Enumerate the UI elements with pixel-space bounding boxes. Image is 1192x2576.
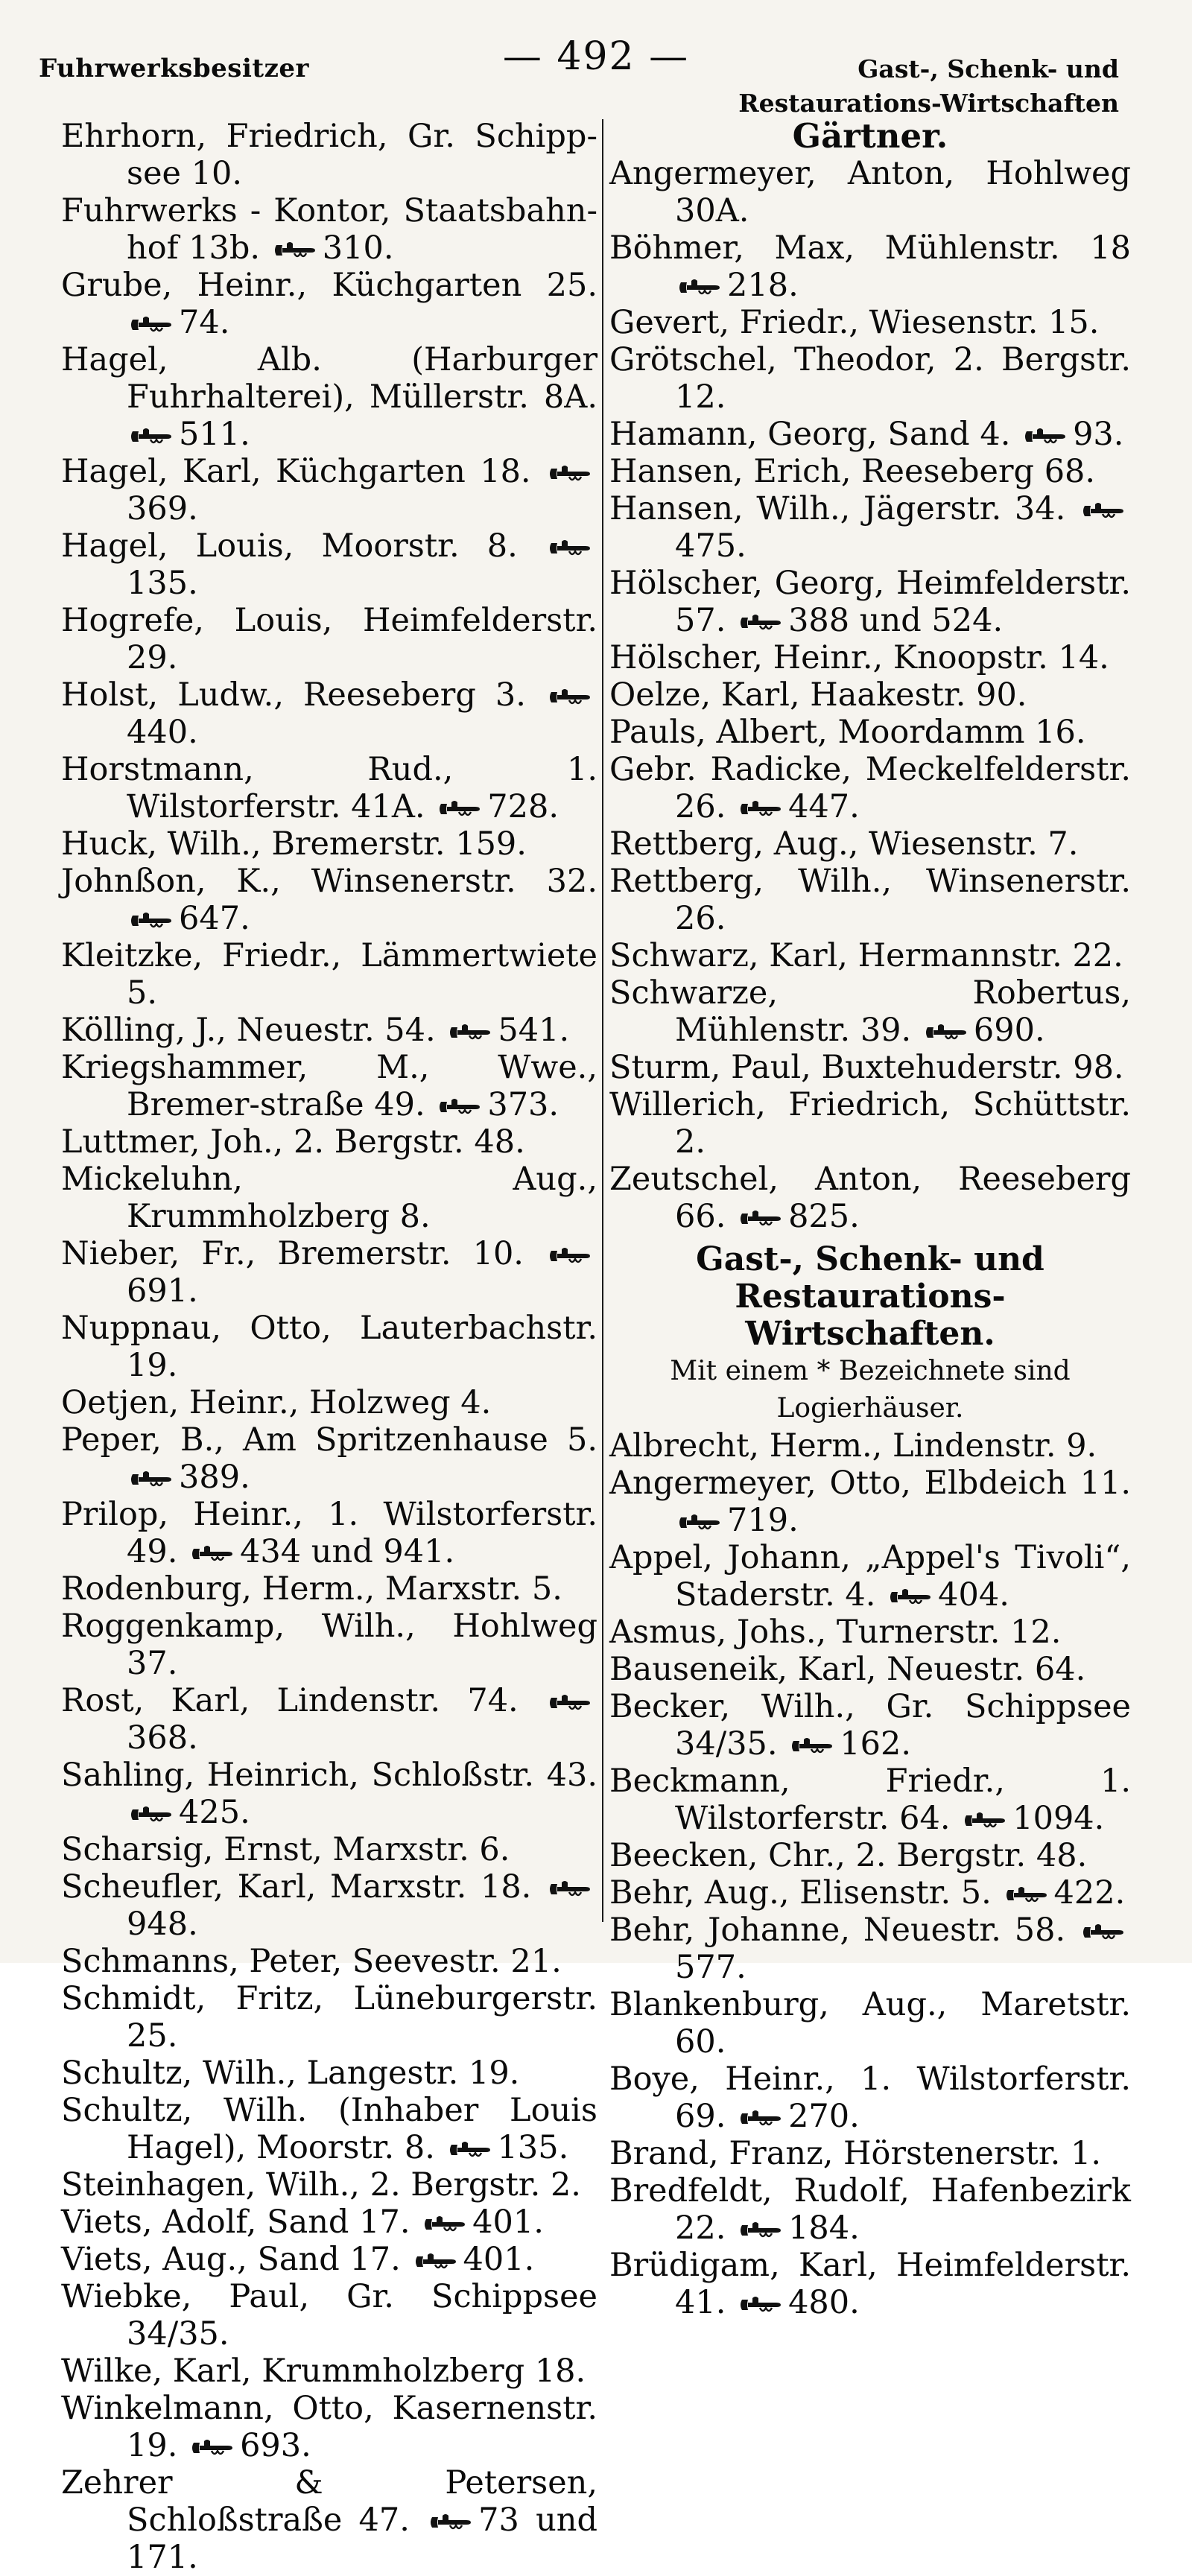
telephone-icon bbox=[547, 463, 593, 485]
entry-name-address: Sahling, Heinrich, Schloßstr. 43. bbox=[61, 1757, 597, 1794]
entry-name-address: Oelze, Karl, Haakestr. 90. bbox=[609, 676, 1027, 714]
telephone-icon bbox=[437, 1096, 483, 1118]
directory-entry bbox=[61, 267, 597, 341]
directory-entry bbox=[61, 118, 597, 192]
telephone-number: 389. bbox=[179, 1459, 250, 1496]
entry-name-address: Gebr. Radicke, Meckelfelderstr. 26. bbox=[609, 751, 1131, 825]
directory-entry bbox=[609, 863, 1131, 937]
directory-entry bbox=[609, 974, 1131, 1049]
entry-name-address: Mickeluhn, Aug., Krummholzberg 8. bbox=[61, 1161, 597, 1235]
telephone-number: 162. bbox=[840, 1725, 912, 1763]
entry-name-address: Fuhrwerks - Kontor, Staatsbahn-hof 13b. bbox=[61, 192, 597, 267]
directory-entry bbox=[609, 304, 1131, 341]
entry-name-address: Schmanns, Peter, Seevestr. 21. bbox=[61, 1943, 562, 1980]
directory-entry bbox=[609, 2135, 1131, 2172]
entry-name-address: Schwarze, Robertus, Mühlenstr. 39. bbox=[609, 974, 1131, 1049]
telephone-number: 310. bbox=[322, 229, 394, 267]
entry-name-address: Grötschel, Theodor, 2. Bergstr. 12. bbox=[609, 341, 1131, 416]
telephone-number: 1094. bbox=[1012, 1800, 1105, 1837]
directory-entry bbox=[609, 2247, 1131, 2321]
directory-entry bbox=[61, 2464, 597, 2576]
entry-name-address: Pauls, Albert, Moordamm 16. bbox=[609, 714, 1086, 751]
telephone-number: 184. bbox=[788, 2209, 860, 2247]
directory-entry bbox=[609, 155, 1131, 229]
telephone-icon bbox=[437, 798, 483, 820]
telephone-icon bbox=[422, 2213, 468, 2236]
telephone-number: 401. bbox=[472, 2204, 544, 2241]
directory-entry bbox=[61, 2092, 597, 2166]
telephone-number: 404. bbox=[938, 1576, 1009, 1614]
running-head-right-line2: Restaurations-Wirtschaften bbox=[738, 89, 1119, 118]
telephone-number: 577. bbox=[675, 1949, 746, 1986]
telephone-number: 691. bbox=[127, 1272, 198, 1310]
telephone-icon bbox=[189, 2437, 235, 2459]
left-column bbox=[61, 118, 597, 2576]
directory-entry bbox=[609, 1837, 1131, 1874]
entry-name-address: Hamann, Georg, Sand 4. bbox=[609, 416, 1011, 453]
entry-name-address: Schmidt, Fritz, Lüneburgerstr. 25. bbox=[61, 1980, 597, 2055]
entry-name-address: Beckmann, Friedr., 1. Wilstorferstr. 64. bbox=[609, 1763, 1131, 1837]
running-head-right-line1: Gast-, Schenk- und bbox=[857, 54, 1119, 83]
telephone-icon bbox=[676, 1511, 723, 1534]
directory-entry bbox=[61, 341, 597, 453]
entry-name-address: Nieber, Fr., Bremerstr. 10. bbox=[61, 1235, 524, 1272]
telephone-icon bbox=[789, 1735, 835, 1757]
directory-entry bbox=[61, 2241, 597, 2278]
directory-entry bbox=[609, 416, 1131, 453]
running-head-right bbox=[738, 52, 1119, 121]
entry-name-address: Asmus, Johs., Turnerstr. 12. bbox=[609, 1614, 1062, 1651]
telephone-icon bbox=[128, 910, 174, 932]
entry-name-address: Rodenburg, Herm., Marxstr. 5. bbox=[61, 1570, 562, 1608]
directory-entry bbox=[61, 1608, 597, 1682]
telephone-icon bbox=[1004, 1884, 1050, 1906]
entry-name-address: Bredfeldt, Rudolf, Hafenbezirk 22. bbox=[609, 2172, 1131, 2247]
entry-name-address: Gevert, Friedr., Wiesenstr. 15. bbox=[609, 304, 1100, 341]
telephone-number: 690. bbox=[973, 1012, 1045, 1049]
telephone-number: 728. bbox=[487, 788, 559, 825]
telephone-icon bbox=[1080, 500, 1126, 522]
entry-name-address: Peper, B., Am Spritzenhause 5. bbox=[61, 1421, 597, 1459]
directory-entry bbox=[61, 2166, 597, 2204]
entry-name-address: Steinhagen, Wilh., 2. Bergstr. 2. bbox=[61, 2166, 581, 2204]
entry-name-address: Blankenburg, Aug., Maretstr. 60. bbox=[609, 1986, 1131, 2061]
entry-name-address: Behr, Johanne, Neuestr. 58. bbox=[609, 1912, 1066, 1949]
telephone-number: 434 und 941. bbox=[240, 1533, 455, 1570]
directory-entry bbox=[609, 1161, 1131, 1235]
telephone-number: 541. bbox=[498, 1012, 570, 1049]
directory-entry bbox=[61, 1421, 597, 1496]
telephone-icon bbox=[738, 2294, 784, 2316]
entry-name-address: Becker, Wilh., Gr. Schippsee 34/35. bbox=[609, 1688, 1131, 1763]
directory-entry bbox=[609, 1614, 1131, 1651]
gaertner-list bbox=[609, 155, 1131, 1235]
directory-entry bbox=[609, 1539, 1131, 1614]
telephone-number: 369. bbox=[127, 490, 198, 527]
telephone-number: 825. bbox=[788, 1198, 860, 1235]
telephone-number: 480. bbox=[788, 2284, 860, 2321]
directory-entry bbox=[609, 1874, 1131, 1912]
directory-entry bbox=[61, 1682, 597, 1757]
directory-entry bbox=[609, 676, 1131, 714]
entry-name-address: Angermeyer, Anton, Hohlweg 30A. bbox=[609, 155, 1131, 229]
entry-name-address: Hansen, Wilh., Jägerstr. 34. bbox=[609, 490, 1066, 527]
telephone-icon bbox=[738, 2107, 784, 2130]
directory-entry bbox=[61, 453, 597, 527]
page-number: — 492 — bbox=[502, 34, 690, 79]
entry-name-address: Holst, Ludw., Reeseberg 3. bbox=[61, 676, 526, 714]
entry-name-address: Rost, Karl, Lindenstr. 74. bbox=[61, 1682, 519, 1719]
telephone-icon bbox=[738, 612, 784, 634]
entry-name-address: Wiebke, Paul, Gr. Schippsee 34/35. bbox=[61, 2278, 597, 2353]
logierhaus-note: Mit einem * Bezeichnete sind Logierhäuser. bbox=[670, 1356, 1071, 1424]
directory-entry bbox=[609, 2172, 1131, 2247]
entry-name-address: Sturm, Paul, Buxtehuderstr. 98. bbox=[609, 1049, 1124, 1086]
entry-name-address: Viets, Aug., Sand 17. bbox=[61, 2241, 401, 2278]
telephone-icon bbox=[447, 1021, 493, 1044]
entry-name-address: Schultz, Wilh. (Inhaber Louis Hagel), Moorstr. 8. bbox=[61, 2092, 597, 2166]
directory-entry bbox=[61, 937, 597, 1012]
entry-name-address: Beecken, Chr., 2. Bergstr. 48. bbox=[609, 1837, 1088, 1874]
telephone-icon bbox=[128, 425, 174, 448]
entry-name-address: Grube, Heinr., Küchgarten 25. bbox=[61, 267, 597, 304]
directory-entry bbox=[61, 1943, 597, 1980]
telephone-number: 135. bbox=[497, 2129, 569, 2166]
directory-entry bbox=[609, 639, 1131, 676]
directory-entry bbox=[61, 2390, 597, 2464]
entry-name-address: Huck, Wilh., Bremerstr. 159. bbox=[61, 825, 527, 863]
directory-entry bbox=[609, 1465, 1131, 1539]
telephone-icon bbox=[923, 1021, 969, 1044]
entry-name-address: Scheufler, Karl, Marxstr. 18. bbox=[61, 1868, 532, 1906]
telephone-number: 368. bbox=[127, 1719, 198, 1757]
entry-name-address: Behr, Aug., Elisenstr. 5. bbox=[609, 1874, 992, 1912]
telephone-number: 447. bbox=[788, 788, 860, 825]
directory-entry bbox=[609, 453, 1131, 490]
telephone-icon bbox=[962, 1809, 1008, 1832]
directory-entry bbox=[61, 1049, 597, 1123]
entry-name-address: Hogrefe, Louis, Heimfelderstr. 29. bbox=[61, 602, 597, 676]
telephone-number: 74. bbox=[179, 304, 230, 341]
entry-name-address: Kleitzke, Friedr., Lämmertwiete 5. bbox=[61, 937, 597, 1012]
telephone-icon bbox=[738, 798, 784, 820]
entry-name-address: Hagel, Alb. (Harburger Fuhrhalterei), Müllerstr. 8A. bbox=[61, 341, 597, 416]
directory-entry bbox=[609, 1049, 1131, 1086]
telephone-number: 440. bbox=[127, 714, 198, 751]
entry-name-address: Prilop, Heinr., 1. Wilstorferstr. 49. bbox=[61, 1496, 597, 1570]
entry-name-address: Rettberg, Aug., Wiesenstr. 7. bbox=[609, 825, 1079, 863]
telephone-number: 135. bbox=[127, 565, 198, 602]
telephone-number: 422. bbox=[1053, 1874, 1126, 1912]
telephone-icon bbox=[547, 686, 593, 708]
directory-entry bbox=[61, 527, 597, 602]
directory-entry bbox=[61, 1384, 597, 1421]
telephone-icon bbox=[738, 2219, 784, 2242]
entry-name-address: Scharsig, Ernst, Marxstr. 6. bbox=[61, 1831, 510, 1868]
telephone-icon bbox=[547, 1878, 593, 1900]
telephone-number: 373. bbox=[487, 1086, 559, 1123]
entry-name-address: Viets, Adolf, Sand 17. bbox=[61, 2204, 410, 2241]
entry-name-address: Nuppnau, Otto, Lauterbachstr. 19. bbox=[61, 1310, 597, 1384]
telephone-icon bbox=[547, 537, 593, 559]
section-heading-gast-line2: Wirtschaften. bbox=[745, 1315, 995, 1353]
telephone-icon bbox=[887, 1586, 933, 1608]
entry-name-address: Kölling, J., Neuestr. 54. bbox=[61, 1012, 436, 1049]
telephone-icon bbox=[1080, 1921, 1126, 1944]
column-divider bbox=[602, 119, 603, 1922]
entry-name-address: Hagel, Louis, Moorstr. 8. bbox=[61, 527, 518, 565]
directory-entry bbox=[609, 825, 1131, 863]
entry-name-address: Angermeyer, Otto, Elbdeich 11. bbox=[609, 1465, 1131, 1502]
entry-name-address: Rettberg, Wilh., Winsenerstr. 26. bbox=[609, 863, 1131, 937]
running-head-left: Fuhrwerksbesitzer bbox=[39, 54, 309, 83]
telephone-icon bbox=[128, 1468, 174, 1491]
telephone-number: 511. bbox=[179, 416, 250, 453]
directory-entry bbox=[609, 1651, 1131, 1688]
telephone-icon bbox=[428, 2511, 474, 2534]
directory-entry bbox=[609, 1688, 1131, 1763]
entry-name-address: Kriegshammer, M., Wwe., Bremer-straße 49. bbox=[61, 1049, 597, 1123]
entry-name-address: Willerich, Friedrich, Schüttstr. 2. bbox=[609, 1086, 1131, 1161]
directory-entry bbox=[609, 341, 1131, 416]
directory-entry bbox=[609, 751, 1131, 825]
telephone-icon bbox=[128, 1803, 174, 1826]
section-heading-gast bbox=[609, 1241, 1131, 1353]
directory-entry bbox=[609, 565, 1131, 639]
directory-entry bbox=[61, 1123, 597, 1161]
entry-name-address: Albrecht, Herm., Lindenstr. 9. bbox=[609, 1427, 1097, 1465]
directory-entry bbox=[61, 192, 597, 267]
telephone-number: 948. bbox=[127, 1906, 198, 1943]
directory-entry bbox=[609, 229, 1131, 304]
telephone-number: 719. bbox=[727, 1502, 799, 1539]
entry-name-address: Zeutschel, Anton, Reeseberg 66. bbox=[609, 1161, 1131, 1235]
directory-entry bbox=[61, 2055, 597, 2092]
entry-name-address: Horstmann, Rud., 1. Wilstorferstr. 41A. bbox=[61, 751, 597, 825]
section-heading-gaertner: Gärtner. bbox=[792, 116, 948, 156]
directory-entry bbox=[61, 1235, 597, 1310]
telephone-icon bbox=[1022, 425, 1068, 448]
directory-entry bbox=[609, 1763, 1131, 1837]
telephone-number: 93. bbox=[1073, 416, 1124, 453]
telephone-number: 270. bbox=[788, 2098, 860, 2135]
telephone-number: 401. bbox=[463, 2241, 535, 2278]
entry-name-address: Schwarz, Karl, Hermannstr. 22. bbox=[609, 937, 1123, 974]
directory-entry bbox=[61, 1831, 597, 1868]
entry-name-address: Luttmer, Joh., 2. Bergstr. 48. bbox=[61, 1123, 525, 1161]
entry-name-address: Brand, Franz, Hörstenerstr. 1. bbox=[609, 2135, 1102, 2172]
directory-entry bbox=[61, 825, 597, 863]
directory-entry bbox=[61, 1161, 597, 1235]
telephone-number: 425. bbox=[179, 1794, 250, 1831]
telephone-number: 475. bbox=[675, 527, 746, 565]
directory-entry bbox=[61, 2353, 597, 2390]
entry-name-address: Boye, Heinr., 1. Wilstorferstr. 69. bbox=[609, 2061, 1131, 2135]
telephone-number: 218. bbox=[727, 267, 799, 304]
directory-entry bbox=[61, 1757, 597, 1831]
telephone-icon bbox=[189, 1543, 235, 1565]
telephone-icon bbox=[447, 2139, 493, 2161]
entry-name-address: Appel, Johann, „Appel's Tivoli“, Staderstr. 4. bbox=[609, 1539, 1131, 1614]
directory-entry bbox=[609, 1427, 1131, 1465]
telephone-number: 73 und 171. bbox=[127, 2502, 598, 2576]
entry-name-address: Roggenkamp, Wilh., Hohlweg 37. bbox=[61, 1608, 597, 1682]
entry-name-address: Brüdigam, Karl, Heimfelderstr. 41. bbox=[609, 2247, 1131, 2321]
telephone-number: 388 und 524. bbox=[788, 602, 1004, 639]
directory-entry bbox=[61, 863, 597, 937]
directory-entry bbox=[609, 490, 1131, 565]
directory-entry bbox=[61, 676, 597, 751]
entry-name-address: Ehrhorn, Friedrich, Gr. Schipp-see 10. bbox=[61, 118, 597, 192]
right-column bbox=[609, 118, 1131, 2321]
directory-entry bbox=[61, 2278, 597, 2353]
telephone-icon bbox=[128, 314, 174, 336]
telephone-icon bbox=[413, 2250, 459, 2273]
entry-name-address: Oetjen, Heinr., Holzweg 4. bbox=[61, 1384, 492, 1421]
directory-entry bbox=[609, 714, 1131, 751]
telephone-icon bbox=[676, 276, 723, 299]
telephone-number: 693. bbox=[240, 2427, 311, 2464]
directory-entry bbox=[61, 1570, 597, 1608]
entry-name-address: Wilke, Karl, Krummholzberg 18. bbox=[61, 2353, 586, 2390]
entry-name-address: Hagel, Karl, Küchgarten 18. bbox=[61, 453, 531, 490]
telephone-icon bbox=[272, 239, 318, 261]
gast-list bbox=[609, 1427, 1131, 2321]
directory-entry bbox=[609, 1912, 1131, 1986]
telephone-icon bbox=[738, 1208, 784, 1230]
directory-entry bbox=[609, 1986, 1131, 2061]
entry-name-address: Hölscher, Heinr., Knoopstr. 14. bbox=[609, 639, 1109, 676]
entry-name-address: Bauseneik, Karl, Neuestr. 64. bbox=[609, 1651, 1086, 1688]
entry-name-address: Hölscher, Georg, Heimfelderstr. 57. bbox=[609, 565, 1131, 639]
telephone-number: 647. bbox=[179, 900, 250, 937]
directory-entry bbox=[609, 1086, 1131, 1161]
telephone-icon bbox=[547, 1692, 593, 1714]
directory-entry bbox=[61, 602, 597, 676]
entry-name-address: Schultz, Wilh., Langestr. 19. bbox=[61, 2055, 520, 2092]
directory-entry bbox=[609, 937, 1131, 974]
directory-entry bbox=[61, 1012, 597, 1049]
directory-entry bbox=[61, 1310, 597, 1384]
directory-entry bbox=[61, 1496, 597, 1570]
directory-entry bbox=[609, 2061, 1131, 2135]
entry-name-address: Winkelmann, Otto, Kasernenstr. 19. bbox=[61, 2390, 597, 2464]
entry-name-address: Zehrer & Petersen, Schloßstraße 47. bbox=[61, 2464, 597, 2539]
directory-entry bbox=[61, 2204, 597, 2241]
entry-name-address: Hansen, Erich, Reeseberg 68. bbox=[609, 453, 1096, 490]
page-header bbox=[0, 0, 1192, 127]
directory-entry bbox=[61, 751, 597, 825]
entry-name-address: Johnßon, K., Winsenerstr. 32. bbox=[61, 863, 597, 900]
telephone-icon bbox=[547, 1245, 593, 1267]
directory-entry bbox=[61, 1980, 597, 2055]
section-heading-gast-line1: Gast-, Schenk- und Restaurations- bbox=[696, 1240, 1044, 1316]
directory-entry bbox=[61, 1868, 597, 1943]
entry-name-address: Böhmer, Max, Mühlenstr. 18 bbox=[609, 229, 1131, 267]
